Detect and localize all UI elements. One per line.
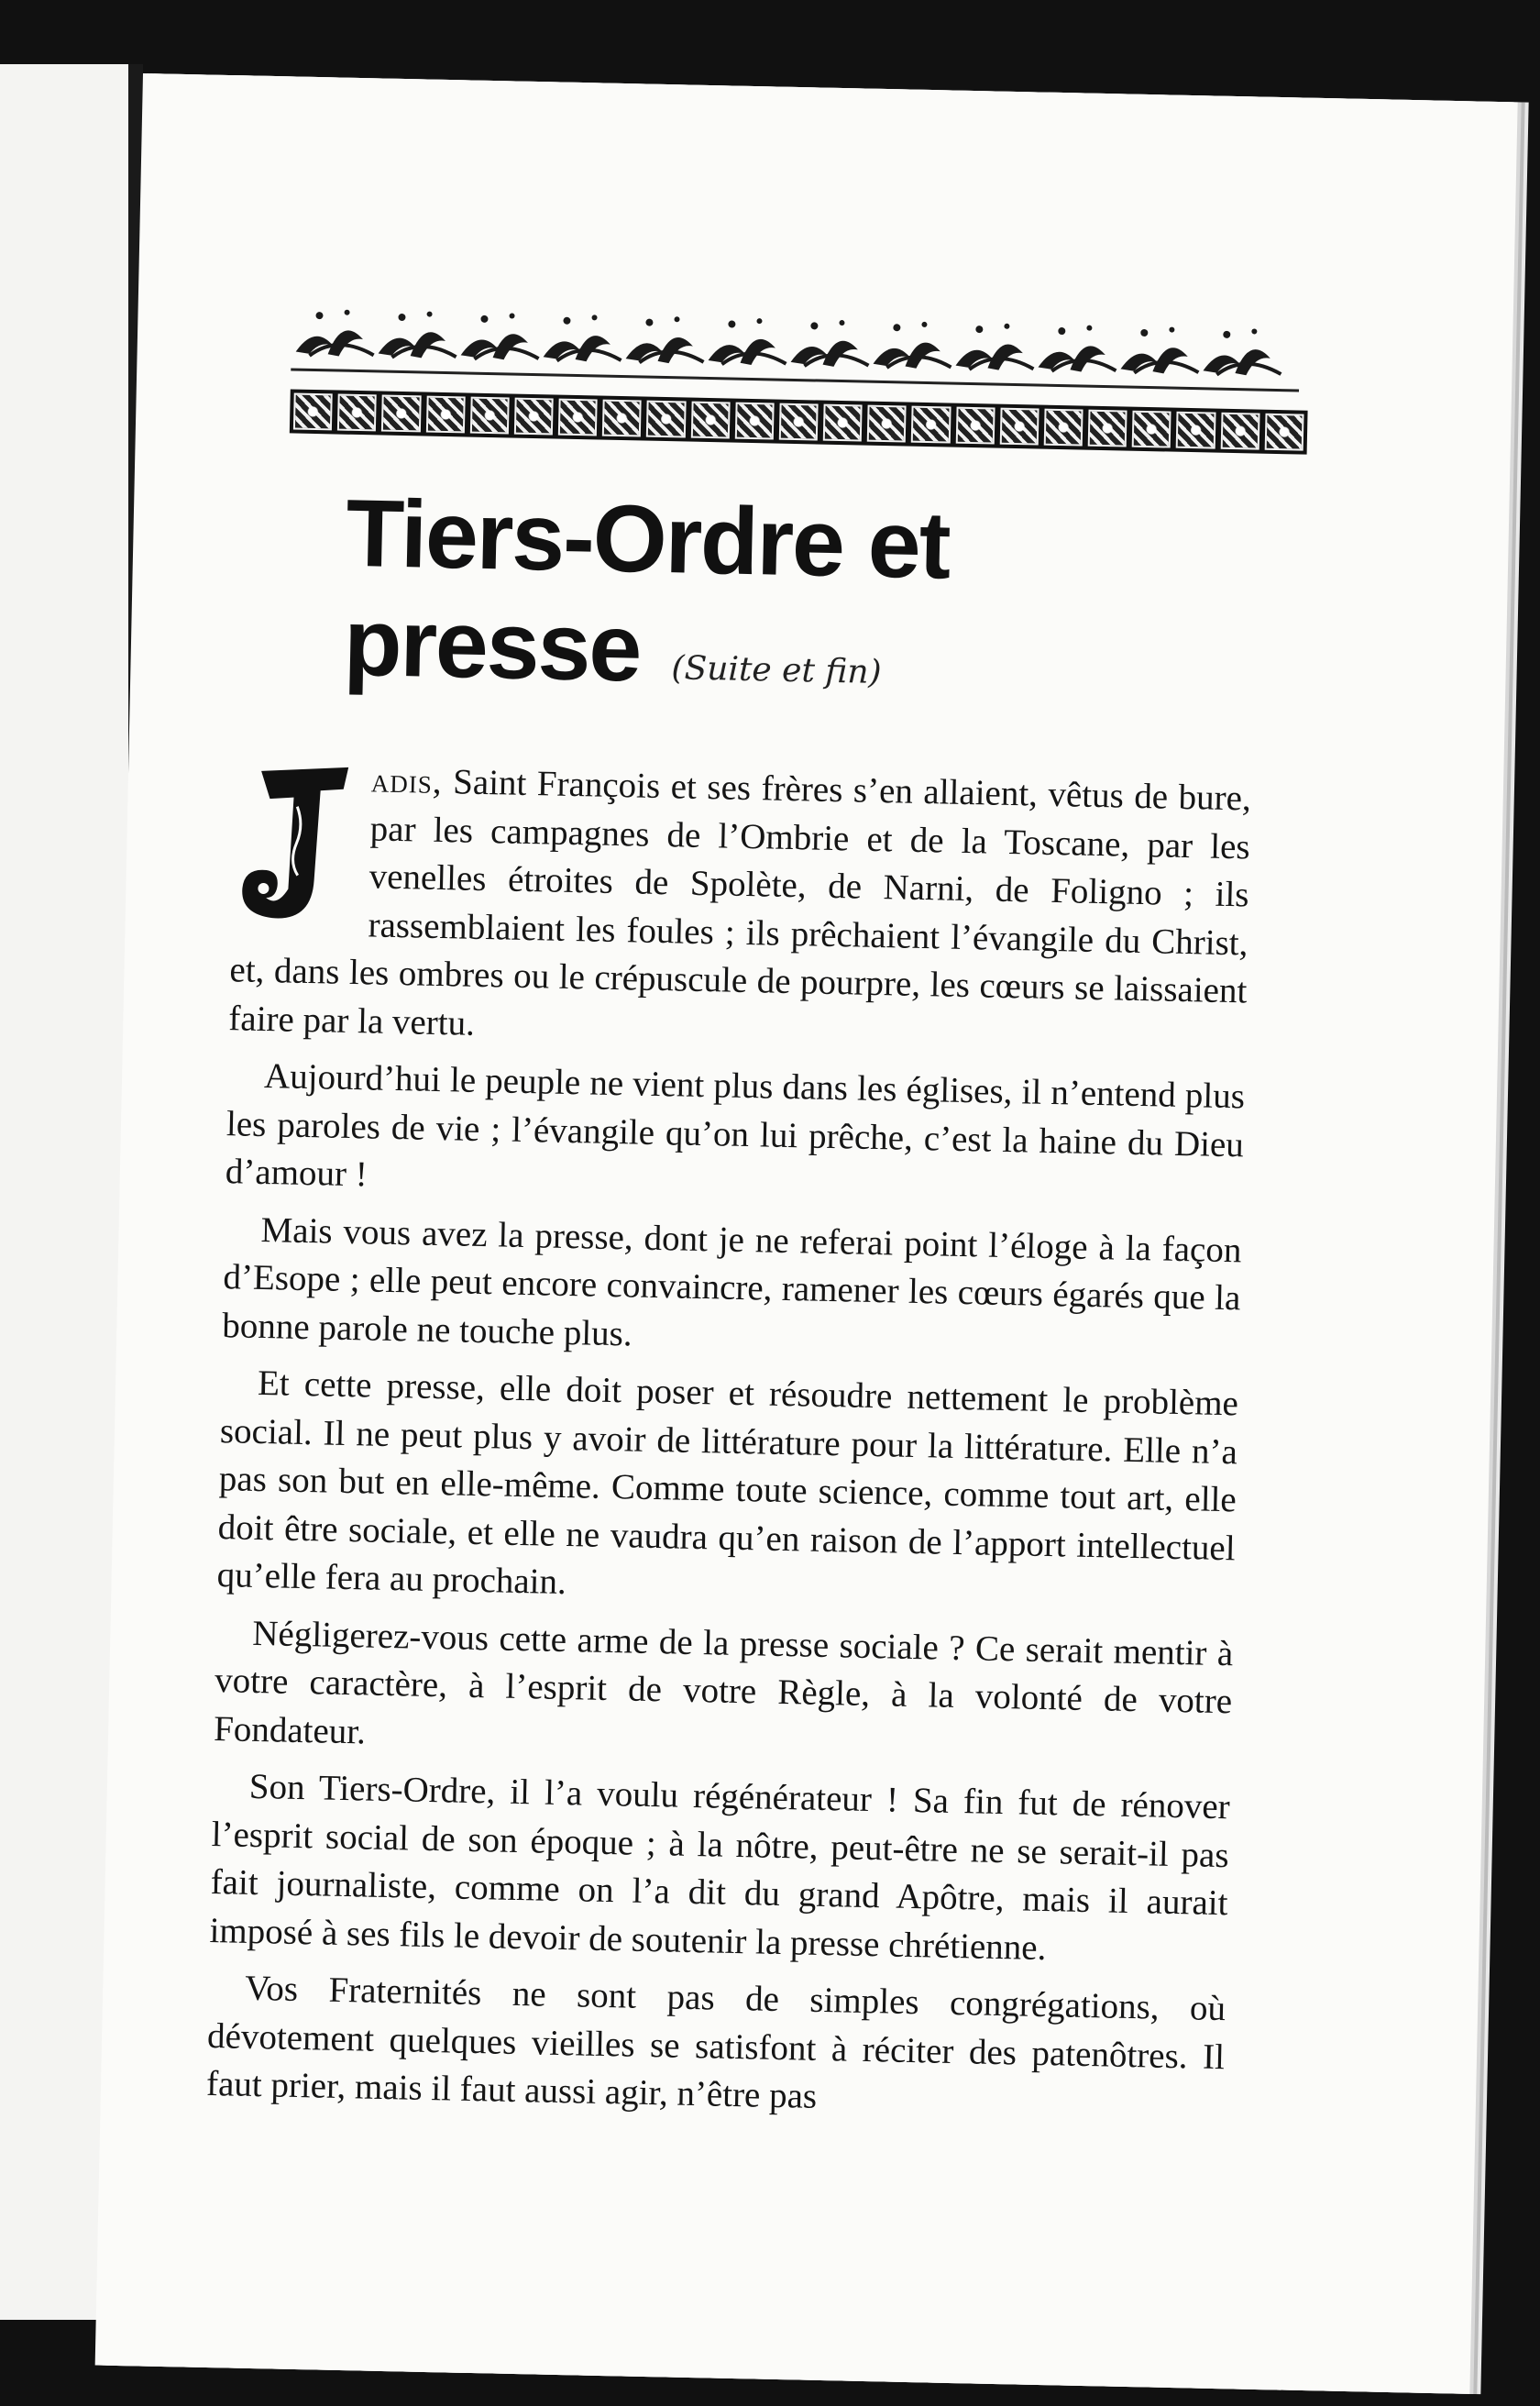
paragraph-2: Aujourd’hui le peuple ne vient plus dans les églises, il n’entend plus les paroles de vie ; l’évangile qu’on lui prêche, c’est la haine du Dieu d’amour !	[225, 1056, 1246, 1195]
article-title: Tiers-Ordre et presse	[342, 480, 951, 702]
article-subtitle: (Suite et fin)	[671, 649, 882, 692]
paragraph-3: Mais vous avez la presse, dont je ne referai point l’éloge à la façon d’Esope ; elle peut encore convaincre, ramener les cœurs égarés que la bonne parole ne touche plus.	[221, 1209, 1242, 1353]
first-word: adis,	[370, 760, 444, 802]
paragraph-1	[228, 754, 1251, 1064]
dropcap-initial	[231, 759, 356, 927]
paragraph-4: Et cette presse, elle doit poser et résoudre nettement le problème social. Il ne peut plus y avoir de littérature pour la littérature. Elle n’a pas son but en elle-même. Comme toute science, comme tout art, elle doit être sociale, et elle ne vaudra qu’en raison de l’apport intellectuel qu’elle fera au prochain.	[216, 1363, 1239, 1603]
tile-border-ornament	[290, 389, 1308, 454]
article-body	[205, 754, 1251, 2138]
paragraph-6: Son Tiers-Ordre, il l’a voulu régénérateur ! Sa fin fut de rénover l’esprit social de son époque ; à la nôtre, peut-être ne se serait-il pas fait journaliste, comme on l’a dit du grand Apôtre, mais il aurait imposé à ses fils le devoir de soutenir la presse chrétienne.	[209, 1766, 1231, 1968]
paragraph-1-text: Saint François et ses frères s’en allaient, vêtus de bure, par les campagnes de l’Ombrie et de la Toscane, par les venelles étroites de Spolète, de Narni, de Foligno ; ils rassemblaient les foules ; ils prêchaient l’évangile du Christ, et, dans les ombres ou le crépuscule de pourpre, les cœurs se laissaient faire par la vertu.	[227, 762, 1252, 1043]
header-ornament	[290, 287, 1310, 454]
book-page	[95, 73, 1518, 2394]
paragraph-7: Vos Fraternités ne sont pas de simples congrégations, où dévotement quelques vieilles se satisfont à réciter des patenôtres. Il faut prier, mais il faut aussi agir, n’être pas	[205, 1968, 1226, 2116]
paragraph-5: Négligerez-vous cette arme de la presse sociale ? Ce serait mentir à votre caractère, à l’esprit de votre Règle, à la volonté de votre Fondateur.	[213, 1613, 1234, 1751]
dropcap-letter: J	[292, 852, 293, 854]
